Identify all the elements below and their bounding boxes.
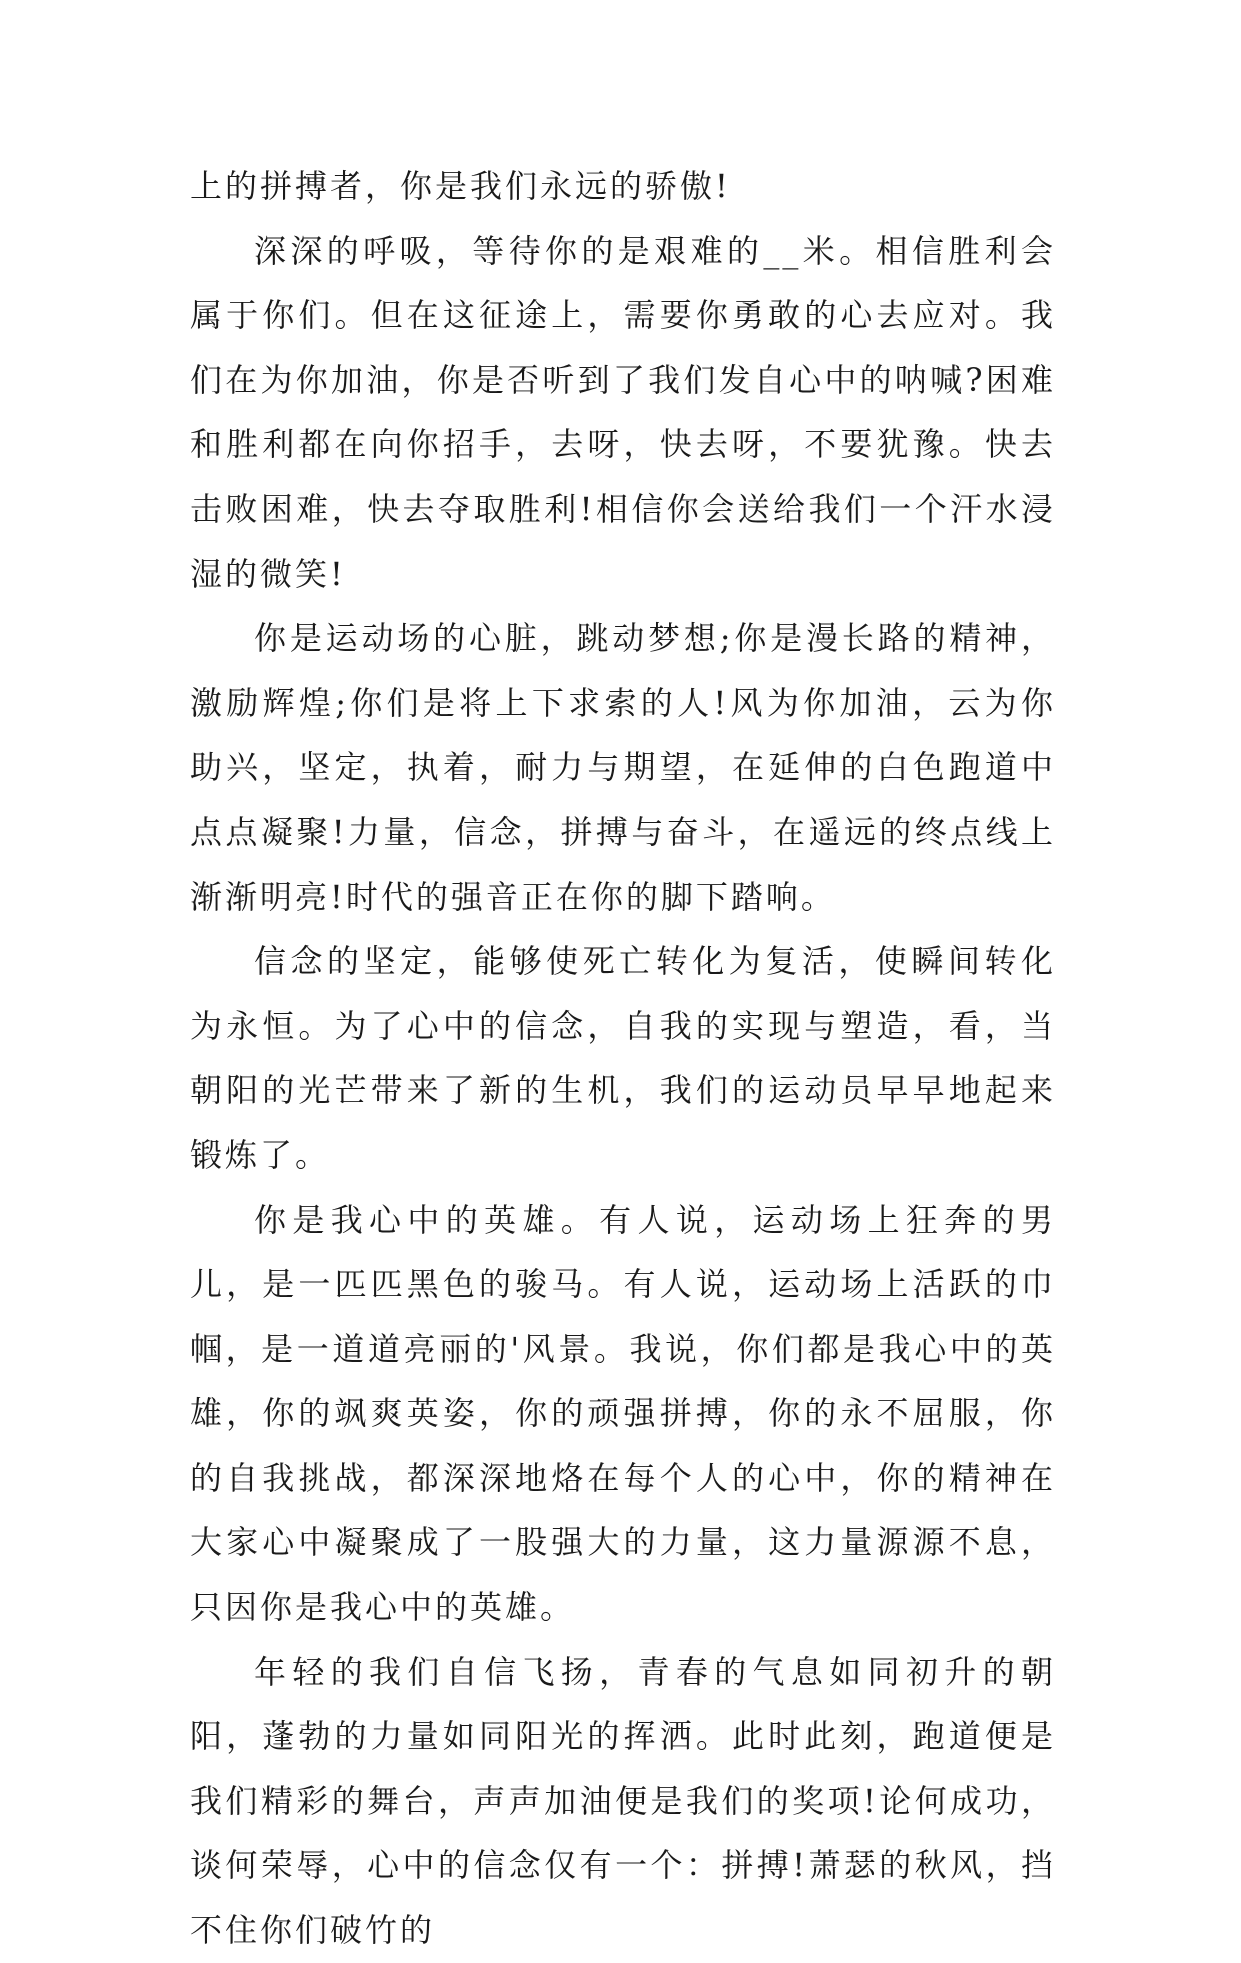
paragraph: 年轻的我们自信飞扬，青春的气息如同初升的朝阳，蓬勃的力量如同阳光的挥洒。此时此刻，跑道便是我们精彩的舞台，声声加油便是我们的奖项!论何成功，谈何荣辱，心中的信念仅有一个：拼搏!萧瑟的秋风，挡不住你们破竹的: [190, 1652, 1056, 1950]
paragraph: 深深的呼吸，等待你的是艰难的__米。相信胜利会属于你们。但在这征途上，需要你勇敢的心去应对。我们在为你加油，你是否听到了我们发自心中的呐喊?困难和胜利都在向你招手，去呀，快去呀，不要犹豫。快去击败困难，快去夺取胜利!相信你会送给我们一个汗水浸湿的微笑!: [190, 231, 1056, 593]
paragraph: 你是我心中的英雄。有人说，运动场上狂奔的男儿，是一匹匹黑色的骏马。有人说，运动场上活跃的巾帼，是一道道亮丽的'风景。我说，你们都是我心中的英雄，你的飒爽英姿，你的顽强拼搏，你的永不屈服，你的自我挑战，都深深地烙在每个人的心中，你的精神在大家心中凝聚成了一股强大的力量，这力量源源不息，只因你是我心中的英雄。: [190, 1200, 1056, 1627]
paragraph-continuation: 上的拼搏者，你是我们永远的骄傲!: [190, 167, 731, 205]
paragraph: 信念的坚定，能够使死亡转化为复活，使瞬间转化为永恒。为了心中的信念，自我的实现与塑造，看，当朝阳的光芒带来了新的生机，我们的运动员早早地起来锻炼了。: [190, 942, 1056, 1174]
paragraph: 你是运动场的心脏，跳动梦想;你是漫长路的精神，激励辉煌;你们是将上下求索的人!风为你加油，云为你助兴，坚定，执着，耐力与期望，在延伸的白色跑道中点点凝聚!力量，信念，拼搏与奋斗，在遥远的终点线上渐渐明亮!时代的强音正在你的脚下踏响。: [190, 619, 1056, 916]
body-text: [190, 154, 1056, 1963]
